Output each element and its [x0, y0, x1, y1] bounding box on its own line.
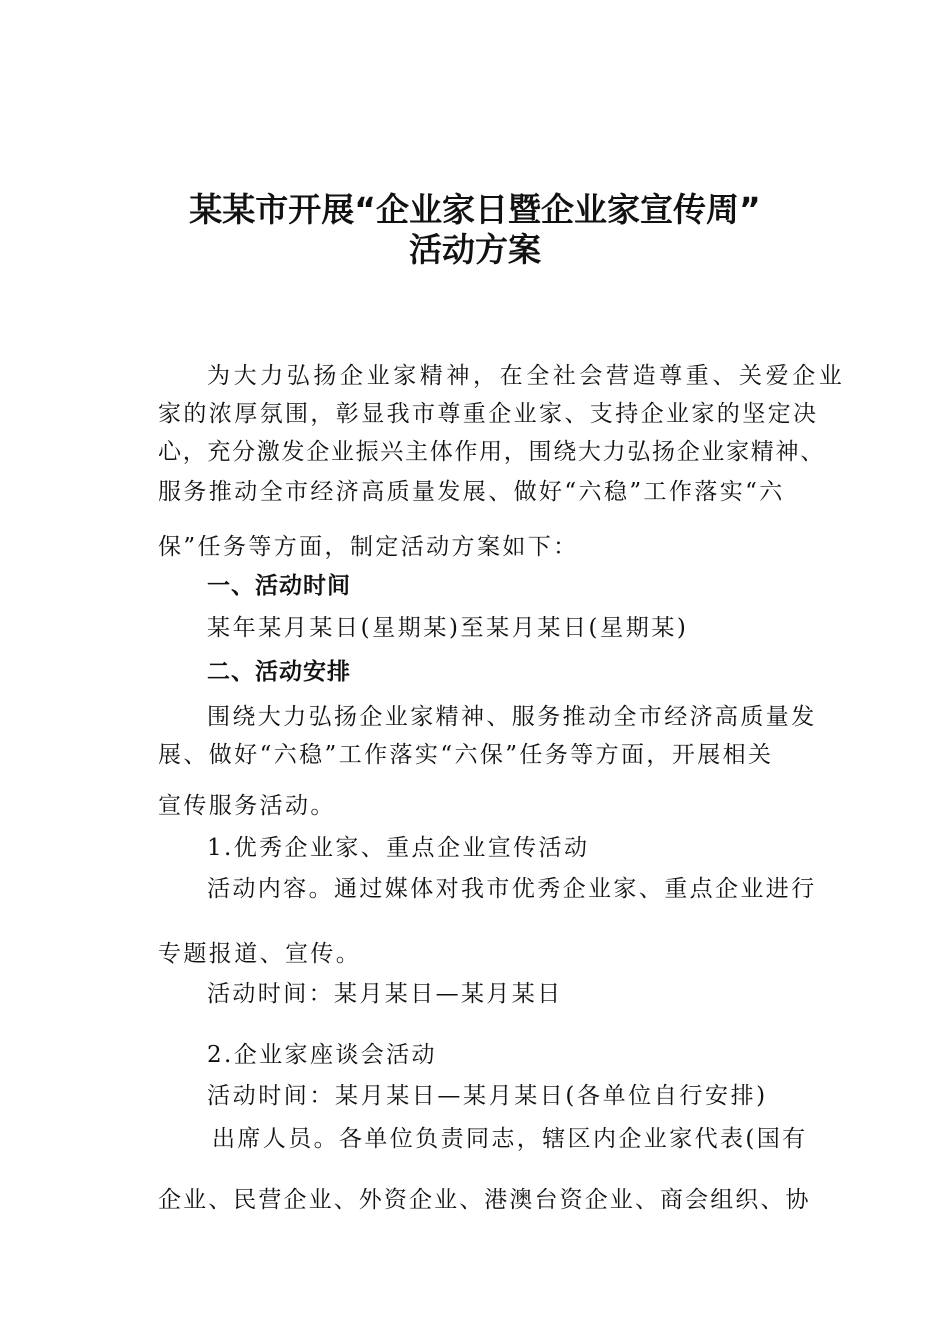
activity-time-text: 某年某月某日(星期某)至某月某日(星期某): [207, 615, 689, 641]
intro-line-4: 服务推动全市经济高质量发展、做好“六稳”工作落实“六: [158, 479, 785, 505]
item-2-attendees-line-1: 出席人员。各单位负责同志，辖区内企业家代表(国有: [212, 1126, 808, 1152]
section-heading-activity-arrangement: 二、活动安排: [207, 659, 351, 685]
intro-line-2: 家的浓厚氛围，彰显我市尊重企业家、支持企业家的坚定决: [158, 401, 819, 427]
title-line-2: 活动方案: [409, 230, 541, 269]
arrangement-line-1: 围绕大力弘扬企业家精神、服务推动全市经济高质量发: [207, 704, 817, 730]
intro-line-1: 为大力弘扬企业家精神，在全社会营造尊重、关爱企业: [207, 363, 846, 389]
title-line-1: 某某市开展“企业家日暨企业家宣传周”: [189, 190, 761, 229]
arrangement-line-3: 宣传服务活动。: [158, 793, 336, 819]
intro-line-3: 心，充分激发企业振兴主体作用，围绕大力弘扬企业家精神、: [158, 439, 825, 465]
item-2-time: 活动时间：某月某日—某月某日(各单位自行安排): [207, 1083, 768, 1109]
item-1-time: 活动时间：某月某日—某月某日: [207, 981, 563, 1007]
item-1-title: 1.优秀企业家、重点企业宣传活动: [207, 835, 590, 861]
intro-line-5: 保”任务等方面，制定活动方案如下：: [158, 534, 579, 560]
item-1-content-line-1: 活动内容。通过媒体对我市优秀企业家、重点企业进行: [207, 876, 817, 902]
section-heading-activity-time: 一、活动时间: [207, 573, 351, 599]
item-1-content-line-2: 专题报道、宣传。: [158, 941, 362, 967]
item-2-title: 2.企业家座谈会活动: [207, 1042, 437, 1068]
item-2-attendees-line-2: 企业、民营企业、外资企业、港澳台资企业、商会组织、协: [158, 1187, 811, 1213]
arrangement-line-2: 展、做好“六稳”工作落实“六保”任务等方面，开展相关: [158, 742, 774, 768]
